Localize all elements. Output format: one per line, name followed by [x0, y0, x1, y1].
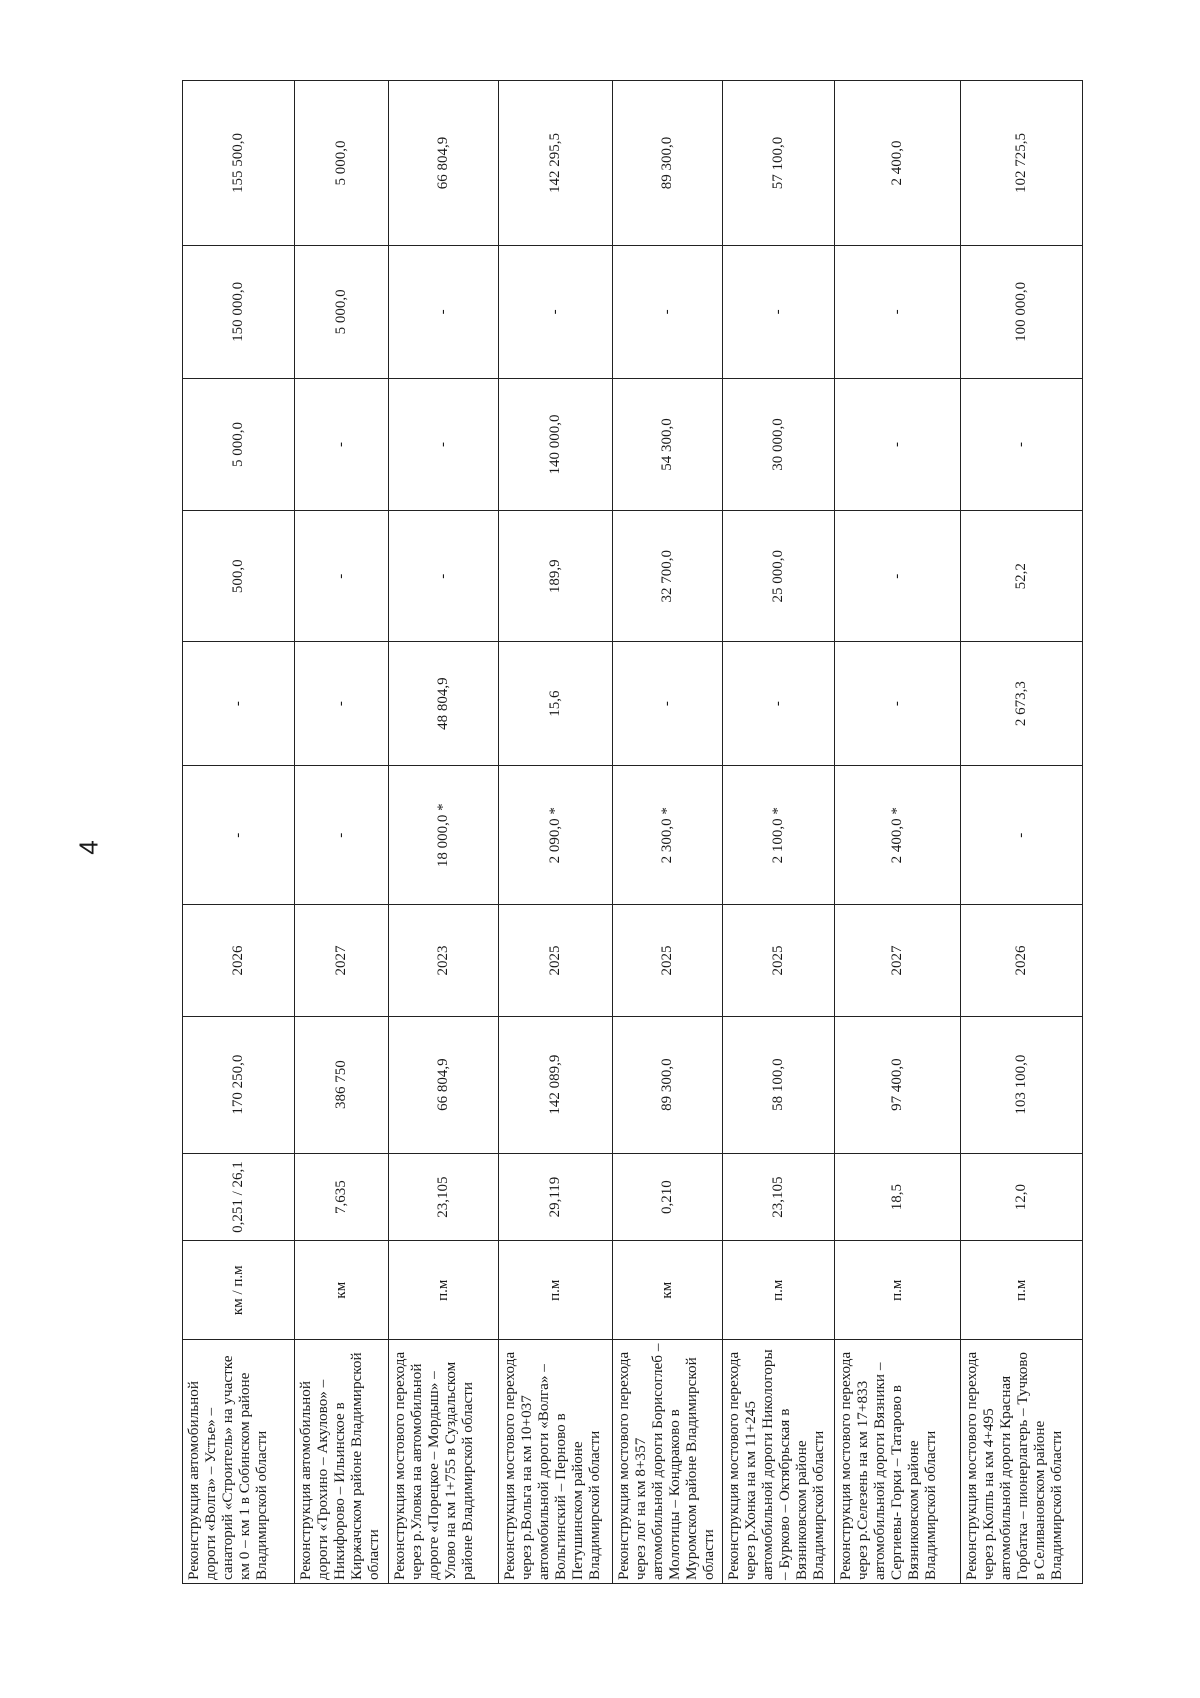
- cell-unit: п.м: [835, 1241, 961, 1339]
- cell-value-col-1: -: [183, 766, 295, 905]
- cell-value-col-1: 2 090,0 *: [499, 766, 613, 905]
- cell-value-col-4: 5 000,0: [183, 378, 295, 511]
- cell-value-col-3: 189,9: [499, 511, 613, 642]
- cell-value-col-2: -: [295, 642, 389, 766]
- cell-unit: км / п.м: [183, 1241, 295, 1339]
- table-row: [613, 81, 723, 1584]
- cell-length: 23,105: [389, 1153, 499, 1241]
- table-row: [295, 81, 389, 1584]
- cell-length: 29,119: [499, 1153, 613, 1241]
- cell-value-col-5: -: [835, 245, 961, 378]
- cell-year: 2025: [723, 905, 835, 1016]
- cell-unit: км: [295, 1241, 389, 1339]
- cell-value-col-2: -: [183, 642, 295, 766]
- cell-name: Реконструкция мостового перехода через р.Колпь на км 4+495 автомобильной дороги Красная Горбатка – пионерлагерь – Тучково в Селивановском районе Владимирской области: [961, 1339, 1083, 1583]
- table-row: [499, 81, 613, 1584]
- cell-value-col-2: 2 673,3: [961, 642, 1083, 766]
- cell-value-col-1: -: [961, 766, 1083, 905]
- cell-cost: 142 089,9: [499, 1016, 613, 1153]
- cell-name: Реконструкция автомобильной дороги «Волга» – Устье» – санаторий «Строитель» на участке км 0 – км 1 в Собинском районе Владимирской области: [183, 1339, 295, 1583]
- cell-value-col-4: 30 000,0: [723, 378, 835, 511]
- cell-name: Реконструкция мостового перехода через р.Хонка на км 11+245 автомобильной дороги Никологоры – Бурково – Октябрьская в Вязниковском районе Владимирской области: [723, 1339, 835, 1583]
- cell-year: 2023: [389, 905, 499, 1016]
- cell-cost: 97 400,0: [835, 1016, 961, 1153]
- cell-name: Реконструкция мостового перехода через р.Вольга на км 10+037 автомобильной дороги «Волга» – Вольгинский – Перново в Петушинском районе Владимирской области: [499, 1339, 613, 1583]
- cell-value-col-2: -: [835, 642, 961, 766]
- cell-length: 7,635: [295, 1153, 389, 1241]
- cell-unit: п.м: [499, 1241, 613, 1339]
- cell-value-col-3: 25 000,0: [723, 511, 835, 642]
- cell-value-col-5: -: [723, 245, 835, 378]
- cell-value-col-5: 150 000,0: [183, 245, 295, 378]
- cell-value-col-2: 48 804,9: [389, 642, 499, 766]
- rotated-table-container: [182, 80, 1082, 1584]
- cell-length: 23,105: [723, 1153, 835, 1241]
- cell-year: 2025: [613, 905, 723, 1016]
- cell-value-col-4: -: [835, 378, 961, 511]
- cell-total: 102 725,5: [961, 81, 1083, 246]
- cell-value-col-4: -: [295, 378, 389, 511]
- cell-value-col-5: -: [613, 245, 723, 378]
- page-number: 4: [73, 840, 104, 855]
- cell-total: 57 100,0: [723, 81, 835, 246]
- cell-value-col-4: -: [961, 378, 1083, 511]
- cell-unit: п.м: [389, 1241, 499, 1339]
- cell-value-col-5: 5 000,0: [295, 245, 389, 378]
- cell-unit: п.м: [723, 1241, 835, 1339]
- cell-unit: км: [613, 1241, 723, 1339]
- cell-unit: п.м: [961, 1241, 1083, 1339]
- table-body: [183, 81, 1083, 1584]
- cell-total: 89 300,0: [613, 81, 723, 246]
- cell-year: 2027: [835, 905, 961, 1016]
- cell-value-col-3: 32 700,0: [613, 511, 723, 642]
- cell-value-col-1: 2 100,0 *: [723, 766, 835, 905]
- cell-value-col-2: -: [613, 642, 723, 766]
- cell-name: Реконструкция мостового перехода через р.Селезень на км 17+833 автомобильной дороги Вязники – Сергиевы- Горки – Татарово в Вязниковском районе Владимирской области: [835, 1339, 961, 1583]
- cell-value-col-3: 500,0: [183, 511, 295, 642]
- cell-value-col-1: -: [295, 766, 389, 905]
- cell-value-col-5: -: [389, 245, 499, 378]
- cell-cost: 386 750: [295, 1016, 389, 1153]
- cell-total: 5 000,0: [295, 81, 389, 246]
- cell-value-col-2: 15,6: [499, 642, 613, 766]
- table-row: [961, 81, 1083, 1584]
- cell-value-col-3: 52,2: [961, 511, 1083, 642]
- cell-length: 12,0: [961, 1153, 1083, 1241]
- construction-table: [182, 80, 1083, 1584]
- cell-name: Реконструкция мостового перехода через лог на км 8+357 автомобильной дороги Борисоглеб – Молотицы – Кондраково в Муромском районе Владимирской области: [613, 1339, 723, 1583]
- cell-value-col-5: 100 000,0: [961, 245, 1083, 378]
- cell-value-col-3: -: [295, 511, 389, 642]
- cell-cost: 66 804,9: [389, 1016, 499, 1153]
- cell-name: Реконструкция мостового перехода через р.Уловка на автомобильной дороге «Порецкое – Мордыш» – Улово на км 1+755 в Суздальском районе Владимирской области: [389, 1339, 499, 1583]
- table-row: [723, 81, 835, 1584]
- cell-name: Реконструкция автомобильной дороги «Трохино – Акулово» – Никифорово – Ильинское в Киржачском районе Владимирской области: [295, 1339, 389, 1583]
- table-row: [835, 81, 961, 1584]
- cell-value-col-4: 54 300,0: [613, 378, 723, 511]
- cell-total: 66 804,9: [389, 81, 499, 246]
- cell-total: 2 400,0: [835, 81, 961, 246]
- table-row: [389, 81, 499, 1584]
- cell-value-col-4: 140 000,0: [499, 378, 613, 511]
- cell-value-col-1: 2 300,0 *: [613, 766, 723, 905]
- cell-year: 2026: [183, 905, 295, 1016]
- cell-value-col-1: 2 400,0 *: [835, 766, 961, 905]
- cell-cost: 58 100,0: [723, 1016, 835, 1153]
- cell-value-col-1: 18 000,0 *: [389, 766, 499, 905]
- cell-value-col-3: -: [835, 511, 961, 642]
- cell-value-col-4: -: [389, 378, 499, 511]
- cell-year: 2025: [499, 905, 613, 1016]
- cell-value-col-5: -: [499, 245, 613, 378]
- cell-cost: 89 300,0: [613, 1016, 723, 1153]
- cell-year: 2026: [961, 905, 1083, 1016]
- cell-total: 142 295,5: [499, 81, 613, 246]
- cell-length: 18,5: [835, 1153, 961, 1241]
- cell-length: 0,251 / 26,1: [183, 1153, 295, 1241]
- cell-total: 155 500,0: [183, 81, 295, 246]
- cell-length: 0,210: [613, 1153, 723, 1241]
- cell-year: 2027: [295, 905, 389, 1016]
- cell-cost: 103 100,0: [961, 1016, 1083, 1153]
- cell-cost: 170 250,0: [183, 1016, 295, 1153]
- table-row: [183, 81, 295, 1584]
- cell-value-col-2: -: [723, 642, 835, 766]
- cell-value-col-3: -: [389, 511, 499, 642]
